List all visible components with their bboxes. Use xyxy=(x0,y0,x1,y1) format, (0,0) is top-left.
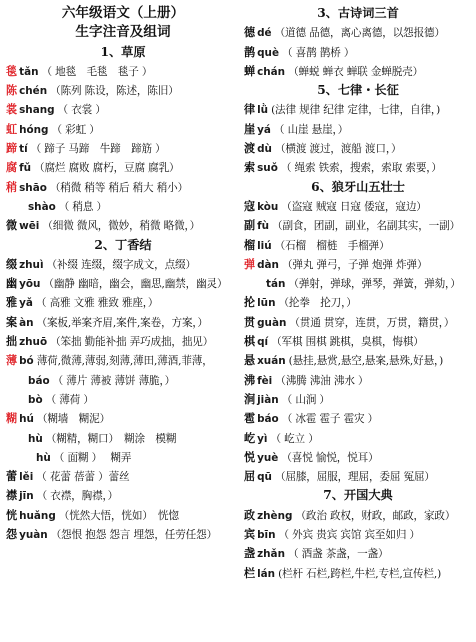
word-list: （ 稍息 ） xyxy=(58,200,107,213)
vocab-character: 屹 xyxy=(244,431,256,445)
vocab-entry xyxy=(6,486,240,505)
word-list: （腐烂 腐败 腐朽，豆腐 腐乳） xyxy=(34,162,180,175)
word-list: （屈膝，屈服，理屈，委屈 冤屈） xyxy=(274,471,435,484)
vocab-entry xyxy=(6,313,240,332)
pinyin: què xyxy=(257,46,279,59)
vocab-entry xyxy=(6,467,240,486)
vocab-character: 涧 xyxy=(244,392,256,406)
vocab-character: 蕾 xyxy=(6,470,18,484)
word-list: （糊墙 糊泥） xyxy=(36,413,111,426)
vocab-character: 缀 xyxy=(6,257,18,271)
vocab-character: 屈 xyxy=(244,470,256,484)
vocab-entry xyxy=(244,525,472,544)
word-list: （ 薄荷 ） xyxy=(45,393,94,406)
pinyin: xuán xyxy=(257,355,286,368)
vocab-entry-alt-reading xyxy=(6,429,240,448)
pinyin: kòu xyxy=(257,200,279,213)
word-list: （ 山崖 悬崖，） xyxy=(273,123,349,136)
vocab-entry xyxy=(6,332,240,351)
document-subtitle: 生字注音及组词 xyxy=(75,24,171,41)
word-list: （案板,举案齐眉,案件,案卷，方案，） xyxy=(36,316,208,329)
lesson-heading: 7、开国大典 xyxy=(323,488,393,503)
pinyin: qí xyxy=(257,336,269,349)
vocab-entry xyxy=(244,62,472,81)
word-list: （ 衣裳 ） xyxy=(57,104,106,117)
word-list: （ 喜鹊 鹊桥 ） xyxy=(282,46,355,59)
vocab-character: 贯 xyxy=(244,315,256,329)
pinyin: lěi xyxy=(19,471,34,484)
pinyin: shāo xyxy=(19,181,47,194)
word-list: （喜悦 愉悦，悦耳） xyxy=(281,451,379,464)
pinyin: báo xyxy=(28,374,50,387)
pinyin: yuàn xyxy=(19,529,48,542)
vocab-entry xyxy=(244,120,472,139)
vocab-character: 案 xyxy=(6,315,18,329)
pinyin: yá xyxy=(257,123,271,136)
vocab-character: 政 xyxy=(244,508,256,522)
vocab-character: 崖 xyxy=(244,122,256,136)
vocab-entry-alt-reading xyxy=(6,390,240,409)
pinyin: hóng xyxy=(19,123,49,136)
word-list: （盗寇 贼寇 日寇 倭寇，寇边） xyxy=(281,200,427,213)
pinyin: guàn xyxy=(257,316,287,329)
right-column xyxy=(244,4,472,583)
vocab-character: 悬 xyxy=(244,354,256,368)
vocab-character: 糊 xyxy=(6,412,18,426)
vocab-entry xyxy=(244,43,472,62)
lesson-heading: 1、草原 xyxy=(100,44,146,59)
word-list: （陈列 陈设，陈述，陈旧） xyxy=(50,85,179,98)
word-list: （恍然大悟，恍如） 恍惚 xyxy=(58,509,179,522)
vocab-entry xyxy=(244,429,472,448)
vocab-character: 沸 xyxy=(244,373,256,387)
word-list: （ 高雅 文雅 雅致 雅座，） xyxy=(35,297,159,310)
pinyin: zhèng xyxy=(257,509,293,522)
vocab-character: 寇 xyxy=(244,199,256,213)
vocab-entry xyxy=(6,100,240,119)
word-list: （细微 微风，微妙，稍微 略微，） xyxy=(42,220,201,233)
vocab-character: 栏 xyxy=(244,566,256,580)
word-list: （ 绳索 铁索，搜索，索取 索要，） xyxy=(280,162,442,175)
pinyin: àn xyxy=(19,316,34,329)
lesson-heading: 3、古诗词三首 xyxy=(317,6,399,20)
pinyin: liú xyxy=(257,239,272,252)
vocab-character: 棋 xyxy=(244,335,256,349)
vocab-character: 毯 xyxy=(6,64,18,78)
vocab-entry xyxy=(6,178,240,197)
pinyin: wēi xyxy=(19,220,40,233)
pinyin: tǎn xyxy=(19,65,39,78)
vocab-character: 宾 xyxy=(244,528,256,542)
pinyin: lǜ xyxy=(257,104,269,117)
word-list: （弹射，弹球，弹琴，弹簧，弹劾，） xyxy=(288,278,461,291)
vocab-entry xyxy=(244,255,472,274)
word-list: （ 衣襟，胸襟，） xyxy=(36,490,119,503)
vocab-character: 薄 xyxy=(6,354,18,368)
left-column xyxy=(6,4,240,544)
pinyin: dé xyxy=(257,27,272,40)
vocab-character: 怨 xyxy=(6,528,18,542)
pinyin: bīn xyxy=(257,529,276,542)
vocab-character: 幽 xyxy=(6,277,18,291)
vocab-entry xyxy=(244,216,472,235)
vocab-entry xyxy=(244,390,472,409)
pinyin: lūn xyxy=(257,297,276,310)
vocab-entry xyxy=(6,351,240,370)
pinyin: jīn xyxy=(19,490,34,503)
word-list: （横渡 渡过，渡船 渡口，） xyxy=(274,143,402,156)
vocab-entry xyxy=(6,409,240,428)
vocab-entry xyxy=(244,409,472,428)
pinyin: dàn xyxy=(257,258,279,271)
word-list: （沸腾 沸油 沸水 ） xyxy=(275,374,369,387)
pinyin: yǎ xyxy=(19,297,33,310)
vocab-character: 微 xyxy=(6,219,18,233)
word-list: （ 彩虹 ） xyxy=(51,123,100,136)
vocab-character: 腐 xyxy=(6,161,18,175)
pinyin: shào xyxy=(28,200,56,213)
pinyin: hù xyxy=(36,451,51,464)
vocab-character: 陈 xyxy=(6,84,18,98)
vocab-entry xyxy=(244,158,472,177)
vocab-entry xyxy=(6,255,240,274)
vocab-entry xyxy=(244,506,472,525)
vocab-character: 裳 xyxy=(6,103,18,117)
word-list: （ 蹄子 马蹄 牛蹄 蹄筋 ） xyxy=(30,143,166,156)
word-list: （ 花蕾 蓓蕾 ）蕾丝 xyxy=(36,471,130,484)
vocab-character: 襟 xyxy=(6,489,18,503)
word-list: （怨恨 抱怨 怨言 埋怨，任劳任怨） xyxy=(50,529,218,542)
word-list: （ 外宾 贵宾 宾馆 宾至如归 ） xyxy=(278,529,420,542)
vocab-entry xyxy=(244,332,472,351)
vocab-entry xyxy=(244,448,472,467)
vocab-entry xyxy=(244,351,472,370)
vocab-character: 拙 xyxy=(6,335,18,349)
pinyin: hú xyxy=(19,413,34,426)
lesson-heading: 5、七律・长征 xyxy=(317,83,399,98)
word-list: （ 冰雹 雹子 雹灾 ） xyxy=(281,413,379,426)
vocab-entry xyxy=(244,313,472,332)
vocab-character: 鹊 xyxy=(244,45,256,59)
pinyin: lán xyxy=(257,567,276,580)
vocab-character: 恍 xyxy=(6,508,18,522)
document-title: 六年级语文（上册） xyxy=(61,5,185,21)
vocab-entry-alt-reading xyxy=(6,448,240,467)
word-list: （副食，团副，副业，名副其实，一副） xyxy=(272,220,461,233)
vocab-entry xyxy=(244,23,472,42)
vocab-entry xyxy=(6,81,240,100)
vocab-entry xyxy=(244,100,472,119)
word-list: （政治 政权，财政，邮政，家政） xyxy=(295,509,456,522)
pinyin: shang xyxy=(19,104,55,117)
vocab-entry xyxy=(244,371,472,390)
word-list: （补缀 连缀，缀字成文，点缀） xyxy=(46,258,196,271)
pinyin: tán xyxy=(266,278,286,291)
lesson-heading: 6、狼牙山五壮士 xyxy=(311,179,405,194)
vocab-character: 悦 xyxy=(244,450,256,464)
vocab-character: 抡 xyxy=(244,296,256,310)
vocab-entry-alt-reading xyxy=(244,274,472,293)
vocab-character: 索 xyxy=(244,161,256,175)
pinyin: báo xyxy=(257,413,279,426)
vocab-character: 蝉 xyxy=(244,64,256,78)
vocab-entry xyxy=(6,506,240,525)
pinyin: tí xyxy=(19,143,28,156)
vocab-character: 虹 xyxy=(6,122,18,136)
word-list: （ 山涧 ） xyxy=(281,393,330,406)
word-list: （蝉蜕 蝉衣 蝉联 金蝉脱壳） xyxy=(288,65,424,78)
pinyin: bò xyxy=(28,393,43,406)
word-list: （幽静 幽暗，幽会，幽思,幽禁，幽灵） xyxy=(43,278,228,291)
vocab-character: 蹄 xyxy=(6,142,18,156)
pinyin: chén xyxy=(19,85,48,98)
vocab-character: 副 xyxy=(244,219,256,233)
word-list: （稍微 稍等 稍后 稍大 稍小） xyxy=(49,181,189,194)
word-list: （ 酒盏 茶盏，一盏） xyxy=(287,548,389,561)
pinyin: zhǎn xyxy=(257,548,285,561)
pinyin: jiàn xyxy=(257,393,279,406)
pinyin: yōu xyxy=(19,278,41,291)
pinyin: suǒ xyxy=(257,162,278,175)
pinyin: dù xyxy=(257,143,272,156)
vocab-entry xyxy=(6,62,240,81)
word-list: （糊精，糊口） 糊涂 模糊 xyxy=(45,432,177,445)
word-list: (法律 规律 纪律 定律，七律，自律，) xyxy=(271,104,441,117)
vocab-character: 盏 xyxy=(244,547,256,561)
word-list: （ 薄片 薄被 薄饼 薄脆，） xyxy=(52,374,176,387)
pinyin: zhuì xyxy=(19,258,44,271)
vocab-entry xyxy=(244,293,472,312)
vocab-entry xyxy=(6,274,240,293)
vocab-entry xyxy=(6,525,240,544)
vocab-entry xyxy=(244,467,472,486)
vocab-entry xyxy=(6,120,240,139)
vocab-character: 稍 xyxy=(6,180,18,194)
word-list: （贯通 贯穿，连贯，万贯，籍贯，） xyxy=(289,316,455,329)
vocab-character: 渡 xyxy=(244,142,256,156)
pinyin: huǎng xyxy=(19,509,56,522)
pinyin: zhuō xyxy=(19,336,48,349)
vocab-entry xyxy=(244,197,472,216)
pinyin: yì xyxy=(257,432,268,445)
vocab-character: 榴 xyxy=(244,238,256,252)
word-list: 薄荷,微薄,薄弱,刻薄,薄田,薄酒,菲薄， xyxy=(36,355,213,368)
vocab-character: 德 xyxy=(244,26,256,40)
word-list: (悬挂,悬赏,悬空,悬案,悬殊,好悬，) xyxy=(288,355,444,368)
vocab-entry xyxy=(244,139,472,158)
word-list: （ 地毯 毛毯 毯子 ） xyxy=(41,65,153,78)
vocab-character: 雹 xyxy=(244,412,256,426)
pinyin: qū xyxy=(257,471,272,484)
pinyin: hù xyxy=(28,432,43,445)
vocab-entry xyxy=(6,216,240,235)
vocab-entry xyxy=(244,564,472,583)
word-list: （弹丸 弹弓，子弹 炮弹 炸弹） xyxy=(281,258,428,271)
word-list: （石榴 榴梿 手榴弹） xyxy=(274,239,390,252)
vocab-entry xyxy=(6,293,240,312)
word-list: (栏杆 石栏,跨栏,牛栏,专栏,宣传栏,) xyxy=(278,567,442,580)
word-list: （笨拙 勤能补拙 弄巧成拙，拙见） xyxy=(50,336,214,349)
vocab-character: 雅 xyxy=(6,296,18,310)
word-list: （军棋 围棋 跳棋，臭棋，悔棋） xyxy=(271,336,424,349)
pinyin: fù xyxy=(257,220,270,233)
vocab-entry xyxy=(244,236,472,255)
word-list: （ 面糊 ） 糊弄 xyxy=(53,451,132,464)
vocab-entry-alt-reading xyxy=(6,371,240,390)
vocab-entry xyxy=(6,139,240,158)
pinyin: chán xyxy=(257,65,286,78)
word-list: （ 屹立 ） xyxy=(270,432,319,445)
word-list: （道德 品德，离心离德，以怨报德） xyxy=(274,27,445,40)
pinyin: yuè xyxy=(257,451,279,464)
pinyin: fǔ xyxy=(19,162,32,175)
word-list: （抡拳 抡刀，） xyxy=(278,297,357,310)
vocab-entry xyxy=(244,544,472,563)
vocab-entry-alt-reading xyxy=(6,197,240,216)
vocab-character: 律 xyxy=(244,103,256,117)
pinyin: fèi xyxy=(257,374,273,387)
lesson-heading: 2、丁香结 xyxy=(94,237,152,252)
vocab-entry xyxy=(6,158,240,177)
pinyin: bó xyxy=(19,355,34,368)
vocab-character: 弹 xyxy=(244,257,256,271)
